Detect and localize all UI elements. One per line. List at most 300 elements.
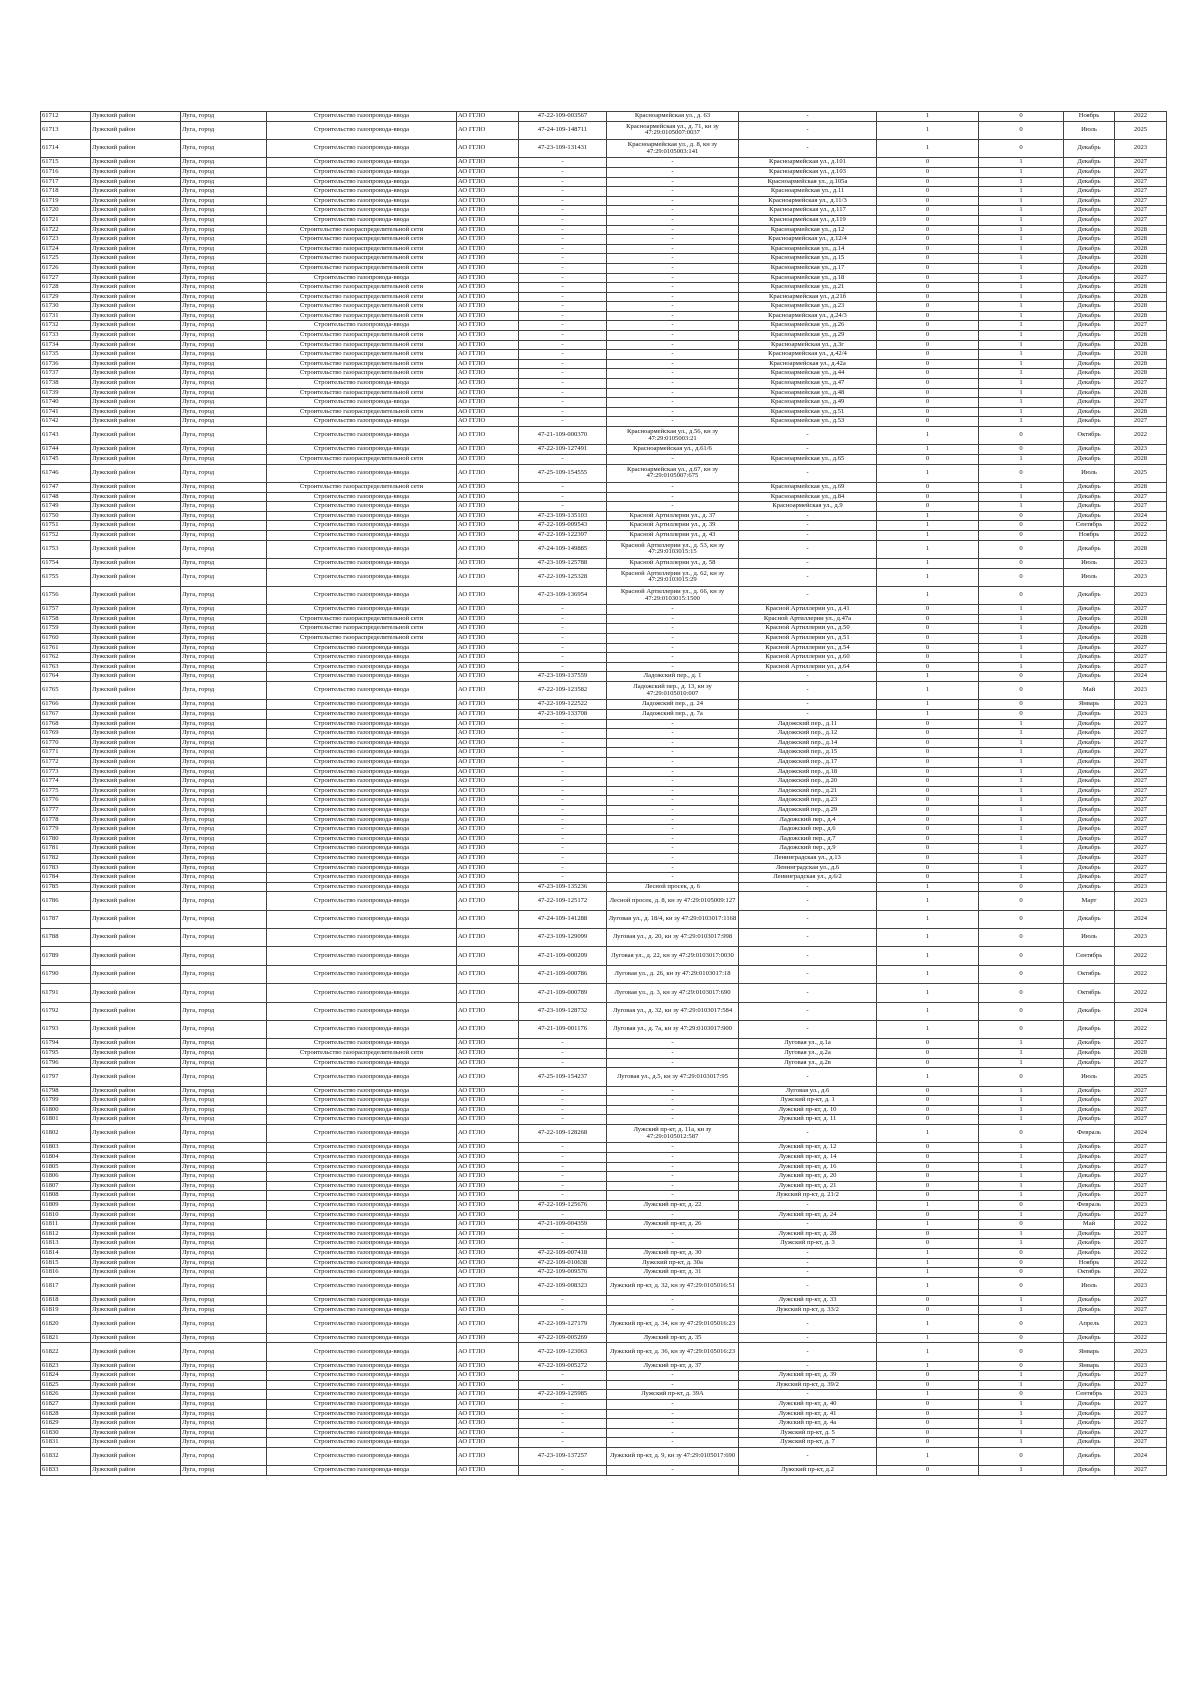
table-cell: - xyxy=(607,1191,739,1201)
table-cell: Лужский район xyxy=(91,624,181,634)
table-cell: 61738 xyxy=(41,379,91,389)
table-row xyxy=(41,1068,1167,1086)
table-cell: 61772 xyxy=(41,758,91,768)
table-cell: Строительство газопровода-ввода xyxy=(267,710,457,720)
table-cell: Луговая ул., д. 18/4, кн зу 47:29:0103017:1168 xyxy=(607,910,739,928)
table-cell: АО ГГЛО xyxy=(457,634,519,644)
table-cell: Лужский район xyxy=(91,710,181,720)
table-cell: 61737 xyxy=(41,369,91,379)
table-cell: Лужский район xyxy=(91,1248,181,1258)
table-cell: 2022 xyxy=(1115,1268,1167,1278)
table-cell: 1 xyxy=(979,482,1064,492)
table-cell: Декабрь xyxy=(1064,758,1115,768)
table-cell: 47-22-109-125328 xyxy=(519,568,607,586)
table-cell: АО ГГЛО xyxy=(457,379,519,389)
table-cell: 61781 xyxy=(41,844,91,854)
table-cell: - xyxy=(519,177,607,187)
table-cell: 1 xyxy=(877,682,979,700)
table-cell: Декабрь xyxy=(1064,379,1115,389)
table-cell: 47-24-109-149885 xyxy=(519,540,607,558)
table-cell: АО ГГЛО xyxy=(457,929,519,947)
table-cell: Строительство газораспределительной сети xyxy=(267,482,457,492)
table-cell: - xyxy=(519,1058,607,1068)
table-cell: Красноармейская ул., д.14 xyxy=(739,244,877,254)
table-cell: Лужский район xyxy=(91,445,181,455)
table-cell: 2028 xyxy=(1115,283,1167,293)
table-cell: 47-24-109-141288 xyxy=(519,910,607,928)
table-cell: 61821 xyxy=(41,1333,91,1343)
table-cell: 1 xyxy=(877,1021,979,1039)
table-cell: Лужский пр-кт, д. 7 xyxy=(739,1438,877,1448)
table-cell: - xyxy=(739,910,877,928)
table-cell: 0 xyxy=(877,605,979,615)
table-cell: - xyxy=(607,196,739,206)
table-cell: Строительство газопровода-ввода xyxy=(267,1021,457,1039)
table-cell: 61728 xyxy=(41,283,91,293)
table-cell: 61776 xyxy=(41,796,91,806)
table-cell: АО ГГЛО xyxy=(457,302,519,312)
table-cell: - xyxy=(739,112,877,122)
table-cell: - xyxy=(607,254,739,264)
table-row xyxy=(41,1268,1167,1278)
table-cell: Лужский район xyxy=(91,892,181,910)
table-cell: Май xyxy=(1064,682,1115,700)
table-cell: 1 xyxy=(979,1210,1064,1220)
table-cell: 1 xyxy=(979,417,1064,427)
table-cell: - xyxy=(607,1181,739,1191)
table-cell: Январь xyxy=(1064,1361,1115,1371)
table-cell: 2027 xyxy=(1115,206,1167,216)
table-cell: 2028 xyxy=(1115,454,1167,464)
table-cell: 2023 xyxy=(1115,700,1167,710)
table-cell: Ладожский пер., д.11 xyxy=(739,719,877,729)
table-cell: Строительство газопровода-ввода xyxy=(267,1229,457,1239)
table-cell: Декабрь xyxy=(1064,1096,1115,1106)
table-cell: 61802 xyxy=(41,1124,91,1142)
table-cell: Луга, город xyxy=(181,910,267,928)
table-cell: Декабрь xyxy=(1064,321,1115,331)
table-cell: АО ГГЛО xyxy=(457,1191,519,1201)
table-cell: Лужский район xyxy=(91,1380,181,1390)
table-cell: Луга, город xyxy=(181,984,267,1002)
table-row xyxy=(41,1390,1167,1400)
table-cell: 47-22-109-125172 xyxy=(519,892,607,910)
table-cell: - xyxy=(739,1315,877,1333)
table-cell: 1 xyxy=(979,786,1064,796)
table-cell: Луга, город xyxy=(181,482,267,492)
table-cell: - xyxy=(519,321,607,331)
table-cell: 61795 xyxy=(41,1049,91,1059)
table-cell: Строительство газопровода-ввода xyxy=(267,492,457,502)
table-cell: 61773 xyxy=(41,767,91,777)
table-cell: 1 xyxy=(979,254,1064,264)
table-row xyxy=(41,1210,1167,1220)
table-cell: 61815 xyxy=(41,1258,91,1268)
table-cell: Луга, город xyxy=(181,388,267,398)
table-cell: Красной Артиллерии ул., д.54 xyxy=(739,643,877,653)
table-cell: АО ГГЛО xyxy=(457,359,519,369)
table-cell: Строительство газораспределительной сети xyxy=(267,263,457,273)
table-cell: Декабрь xyxy=(1064,1039,1115,1049)
table-cell: Луга, город xyxy=(181,682,267,700)
table-cell: - xyxy=(739,1343,877,1361)
table-cell: Строительство газопровода-ввода xyxy=(267,834,457,844)
table-cell: Лужский район xyxy=(91,1305,181,1315)
table-cell: 47-23-109-135103 xyxy=(519,511,607,521)
table-cell: Луга, город xyxy=(181,502,267,512)
table-cell: 0 xyxy=(877,1039,979,1049)
table-cell: 0 xyxy=(877,1371,979,1381)
table-cell: - xyxy=(739,1333,877,1343)
table-cell: Декабрь xyxy=(1064,882,1115,892)
table-cell: 61809 xyxy=(41,1200,91,1210)
table-cell: АО ГГЛО xyxy=(457,331,519,341)
table-cell: 0 xyxy=(877,863,979,873)
table-cell: Лужский район xyxy=(91,521,181,531)
table-cell: АО ГГЛО xyxy=(457,112,519,122)
table-cell: 47-21-109-001176 xyxy=(519,1021,607,1039)
table-cell: 0 xyxy=(877,187,979,197)
table-cell: АО ГГЛО xyxy=(457,1343,519,1361)
table-cell: Ленинградская ул., д.6 xyxy=(739,863,877,873)
table-cell: Декабрь xyxy=(1064,1021,1115,1039)
table-cell: 2022 xyxy=(1115,1021,1167,1039)
table-cell: 1 xyxy=(877,1200,979,1210)
table-cell: - xyxy=(607,1466,739,1476)
table-cell: 1 xyxy=(979,1419,1064,1429)
table-cell: Лужский пр-кт, д. 11а, кн зу 47:29:0105012:587 xyxy=(607,1124,739,1142)
table-cell: Строительство газопровода-ввода xyxy=(267,530,457,540)
table-cell: Декабрь xyxy=(1064,662,1115,672)
table-cell: Красноармейская ул., д.21 xyxy=(739,283,877,293)
table-row xyxy=(41,1466,1167,1476)
table-cell: Красноармейская ул., д.51 xyxy=(739,407,877,417)
table-cell: АО ГГЛО xyxy=(457,719,519,729)
table-cell: Лужский район xyxy=(91,427,181,445)
table-cell: АО ГГЛО xyxy=(457,167,519,177)
table-row xyxy=(41,1143,1167,1153)
table-cell: 1 xyxy=(979,1428,1064,1438)
table-cell: 61760 xyxy=(41,634,91,644)
table-cell: Строительство газопровода-ввода xyxy=(267,521,457,531)
table-cell: 61820 xyxy=(41,1315,91,1333)
table-row xyxy=(41,1220,1167,1230)
table-cell: Декабрь xyxy=(1064,407,1115,417)
table-cell: 1 xyxy=(877,910,979,928)
table-cell: 2027 xyxy=(1115,1229,1167,1239)
table-cell: 2027 xyxy=(1115,844,1167,854)
table-cell: - xyxy=(519,767,607,777)
table-cell: 1 xyxy=(979,502,1064,512)
table-cell: Луга, город xyxy=(181,206,267,216)
table-cell: АО ГГЛО xyxy=(457,427,519,445)
table-cell: 61797 xyxy=(41,1068,91,1086)
table-cell: Декабрь xyxy=(1064,359,1115,369)
table-cell: АО ГГЛО xyxy=(457,292,519,302)
table-cell: 61727 xyxy=(41,273,91,283)
table-cell: АО ГГЛО xyxy=(457,1152,519,1162)
table-cell: 1 xyxy=(877,511,979,521)
table-cell: 1 xyxy=(877,892,979,910)
table-cell: АО ГГЛО xyxy=(457,492,519,502)
table-cell: 1 xyxy=(979,359,1064,369)
table-cell: 1 xyxy=(979,1086,1064,1096)
table-cell: 61769 xyxy=(41,729,91,739)
table-cell: Лужский пр-кт, д. 34, кн зу 47:29:0105016:23 xyxy=(607,1315,739,1333)
table-cell: Лужский район xyxy=(91,700,181,710)
table-cell: Лужский район xyxy=(91,1220,181,1230)
table-cell: - xyxy=(607,407,739,417)
table-cell: Лесной просек, д. 8, кн зу 47:29:0105009:127 xyxy=(607,892,739,910)
table-cell: Строительство газопровода-ввода xyxy=(267,1162,457,1172)
table-cell: - xyxy=(739,984,877,1002)
table-cell: 1 xyxy=(979,292,1064,302)
table-row xyxy=(41,805,1167,815)
table-cell: Луга, город xyxy=(181,672,267,682)
table-cell: 47-22-109-128268 xyxy=(519,1124,607,1142)
table-cell: 0 xyxy=(877,758,979,768)
table-cell: 0 xyxy=(979,1021,1064,1039)
table-cell: Строительство газопровода-ввода xyxy=(267,1438,457,1448)
table-cell: АО ГГЛО xyxy=(457,910,519,928)
table-cell: Строительство газопровода-ввода xyxy=(267,1333,457,1343)
table-cell: 2027 xyxy=(1115,1305,1167,1315)
table-cell: 1 xyxy=(877,929,979,947)
table-cell: 1 xyxy=(979,1191,1064,1201)
table-cell: - xyxy=(519,1086,607,1096)
table-cell: Луга, город xyxy=(181,1466,267,1476)
table-cell: Красноармейская ул., д.15 xyxy=(739,254,877,264)
table-cell: АО ГГЛО xyxy=(457,729,519,739)
table-cell: 61783 xyxy=(41,863,91,873)
table-cell: Строительство газопровода-ввода xyxy=(267,853,457,863)
table-cell: 2027 xyxy=(1115,158,1167,168)
table-cell: 2028 xyxy=(1115,624,1167,634)
table-cell: Строительство газопровода-ввода xyxy=(267,1305,457,1315)
table-cell: Декабрь xyxy=(1064,302,1115,312)
table-cell: Февраль xyxy=(1064,1124,1115,1142)
table-cell: Красноармейская ул., д.49 xyxy=(739,398,877,408)
table-cell: Декабрь xyxy=(1064,634,1115,644)
table-cell: АО ГГЛО xyxy=(457,1333,519,1343)
table-cell: - xyxy=(607,834,739,844)
table-cell: 47-22-109-125676 xyxy=(519,1200,607,1210)
table-cell: Лужский район xyxy=(91,910,181,928)
table-cell: 1 xyxy=(979,729,1064,739)
table-cell: - xyxy=(519,1409,607,1419)
table-cell: 2027 xyxy=(1115,662,1167,672)
table-cell: Ладожский пер., д.18 xyxy=(739,767,877,777)
table-cell: 1 xyxy=(979,407,1064,417)
table-cell: Лужский пр-кт, д. 28 xyxy=(739,1229,877,1239)
table-cell: 2023 xyxy=(1115,568,1167,586)
table-row xyxy=(41,568,1167,586)
table-cell: Лужский район xyxy=(91,254,181,264)
table-cell: Декабрь xyxy=(1064,206,1115,216)
table-cell: 0 xyxy=(877,1419,979,1429)
table-cell: 61814 xyxy=(41,1248,91,1258)
table-cell: Красноармейская ул., д. 63 xyxy=(607,112,739,122)
table-cell: АО ГГЛО xyxy=(457,844,519,854)
table-cell: Декабрь xyxy=(1064,492,1115,502)
table-cell: Декабрь xyxy=(1064,777,1115,787)
table-cell: Лужский район xyxy=(91,1096,181,1106)
table-cell: 1 xyxy=(877,445,979,455)
table-cell: - xyxy=(607,398,739,408)
table-cell: Строительство газопровода-ввода xyxy=(267,1268,457,1278)
table-cell: Декабрь xyxy=(1064,586,1115,604)
table-cell: Строительство газопровода-ввода xyxy=(267,167,457,177)
table-cell: Декабрь xyxy=(1064,1248,1115,1258)
table-cell: Луга, город xyxy=(181,311,267,321)
table-cell: Лужский пр-кт, д. 16 xyxy=(739,1162,877,1172)
table-cell: Лужский район xyxy=(91,1333,181,1343)
table-cell: Строительство газопровода-ввода xyxy=(267,586,457,604)
table-cell: Луга, город xyxy=(181,947,267,965)
table-cell: - xyxy=(607,653,739,663)
table-cell: Строительство газопровода-ввода xyxy=(267,1371,457,1381)
table-cell: - xyxy=(519,311,607,321)
table-cell: Лужский район xyxy=(91,311,181,321)
table-cell: Строительство газопровода-ввода xyxy=(267,1200,457,1210)
table-cell: - xyxy=(739,445,877,455)
table-cell: 1 xyxy=(979,634,1064,644)
table-cell: Декабрь xyxy=(1064,1143,1115,1153)
table-cell: Луга, город xyxy=(181,1021,267,1039)
table-cell: 0 xyxy=(979,521,1064,531)
table-cell: Луга, город xyxy=(181,758,267,768)
table-cell: Лужский пр-кт, д. 4а xyxy=(739,1419,877,1429)
table-cell: Декабрь xyxy=(1064,167,1115,177)
table-cell: 61831 xyxy=(41,1438,91,1448)
table-cell: Лужский пр-кт, д. 37 xyxy=(607,1361,739,1371)
table-cell: АО ГГЛО xyxy=(457,215,519,225)
table-cell: Ладожский пер., д. 24 xyxy=(607,700,739,710)
table-cell: 2028 xyxy=(1115,331,1167,341)
table-cell: Лужский район xyxy=(91,1172,181,1182)
table-cell: - xyxy=(739,1248,877,1258)
table-cell: - xyxy=(519,643,607,653)
table-cell: Декабрь xyxy=(1064,254,1115,264)
table-cell: Строительство газопровода-ввода xyxy=(267,379,457,389)
table-cell: - xyxy=(739,1220,877,1230)
table-cell: 1 xyxy=(979,244,1064,254)
table-cell: Лужский район xyxy=(91,350,181,360)
table-row xyxy=(41,1428,1167,1438)
table-row xyxy=(41,873,1167,883)
table-row xyxy=(41,758,1167,768)
table-row xyxy=(41,796,1167,806)
table-cell: 47-23-109-125788 xyxy=(519,558,607,568)
table-cell: Лужский район xyxy=(91,947,181,965)
table-cell: Декабрь xyxy=(1064,1115,1115,1125)
table-cell: - xyxy=(607,614,739,624)
table-cell: 1 xyxy=(979,758,1064,768)
table-cell: Луга, город xyxy=(181,359,267,369)
table-row xyxy=(41,1200,1167,1210)
table-cell: 0 xyxy=(979,1248,1064,1258)
table-cell: Лужский район xyxy=(91,225,181,235)
table-cell: 61789 xyxy=(41,947,91,965)
table-row xyxy=(41,263,1167,273)
table-row xyxy=(41,700,1167,710)
table-cell: - xyxy=(607,643,739,653)
table-cell: Лужский район xyxy=(91,1239,181,1249)
table-cell: 0 xyxy=(877,1049,979,1059)
table-cell: Лужский район xyxy=(91,643,181,653)
table-cell: Ладожский пер., д.4 xyxy=(739,815,877,825)
table-cell: - xyxy=(607,1409,739,1419)
table-cell: 1 xyxy=(979,605,1064,615)
table-cell: АО ГГЛО xyxy=(457,1248,519,1258)
table-cell: 47-22-109-122522 xyxy=(519,700,607,710)
table-cell: 0 xyxy=(877,767,979,777)
table-cell: 2023 xyxy=(1115,139,1167,157)
table-cell: 2027 xyxy=(1115,1096,1167,1106)
table-cell: Луга, город xyxy=(181,873,267,883)
table-cell: - xyxy=(519,283,607,293)
table-cell: Строительство газораспределительной сети xyxy=(267,254,457,264)
table-cell: - xyxy=(739,1268,877,1278)
table-cell: Строительство газораспределительной сети xyxy=(267,1049,457,1059)
table-cell: Строительство газораспределительной сети xyxy=(267,302,457,312)
table-cell: 2027 xyxy=(1115,502,1167,512)
table-cell: 47-24-109-148711 xyxy=(519,121,607,139)
table-cell: Луга, город xyxy=(181,1400,267,1410)
table-cell: 0 xyxy=(979,910,1064,928)
table-cell: Июль xyxy=(1064,1068,1115,1086)
table-cell: 0 xyxy=(979,568,1064,586)
table-cell: 0 xyxy=(877,225,979,235)
table-cell: Луга, город xyxy=(181,331,267,341)
table-cell: 0 xyxy=(877,1086,979,1096)
table-cell: 2028 xyxy=(1115,302,1167,312)
table-cell: АО ГГЛО xyxy=(457,482,519,492)
table-cell: 2028 xyxy=(1115,350,1167,360)
table-cell: 2027 xyxy=(1115,834,1167,844)
table-cell: Красноармейская ул., д.84 xyxy=(739,492,877,502)
table-cell: - xyxy=(607,1152,739,1162)
table-cell: 1 xyxy=(877,464,979,482)
table-cell: Луга, город xyxy=(181,511,267,521)
table-cell: 0 xyxy=(979,112,1064,122)
table-cell: 2023 xyxy=(1115,445,1167,455)
table-cell: - xyxy=(607,215,739,225)
table-cell: Декабрь xyxy=(1064,177,1115,187)
table-cell: Луга, город xyxy=(181,853,267,863)
table-cell: Красной Артиллерии ул., д.47а xyxy=(739,614,877,624)
table-cell: 47-21-109-000789 xyxy=(519,984,607,1002)
table-cell: 1 xyxy=(979,1371,1064,1381)
table-cell: 61761 xyxy=(41,643,91,653)
table-cell: - xyxy=(519,834,607,844)
table-cell: Апрель xyxy=(1064,1315,1115,1333)
table-cell: Строительство газопровода-ввода xyxy=(267,1428,457,1438)
table-cell: Луга, город xyxy=(181,1296,267,1306)
table-cell: Луга, город xyxy=(181,1002,267,1020)
table-cell: Декабрь xyxy=(1064,502,1115,512)
table-cell: АО ГГЛО xyxy=(457,244,519,254)
table-cell: 0 xyxy=(877,1305,979,1315)
table-cell: 2027 xyxy=(1115,605,1167,615)
table-cell: Лужский район xyxy=(91,682,181,700)
table-cell: 0 xyxy=(979,984,1064,1002)
table-cell: Красноармейская ул., д.3г xyxy=(739,340,877,350)
table-cell: 61723 xyxy=(41,235,91,245)
table-cell: 61754 xyxy=(41,558,91,568)
table-cell: Лужский район xyxy=(91,653,181,663)
table-cell: Красноармейская ул., д.42а xyxy=(739,359,877,369)
